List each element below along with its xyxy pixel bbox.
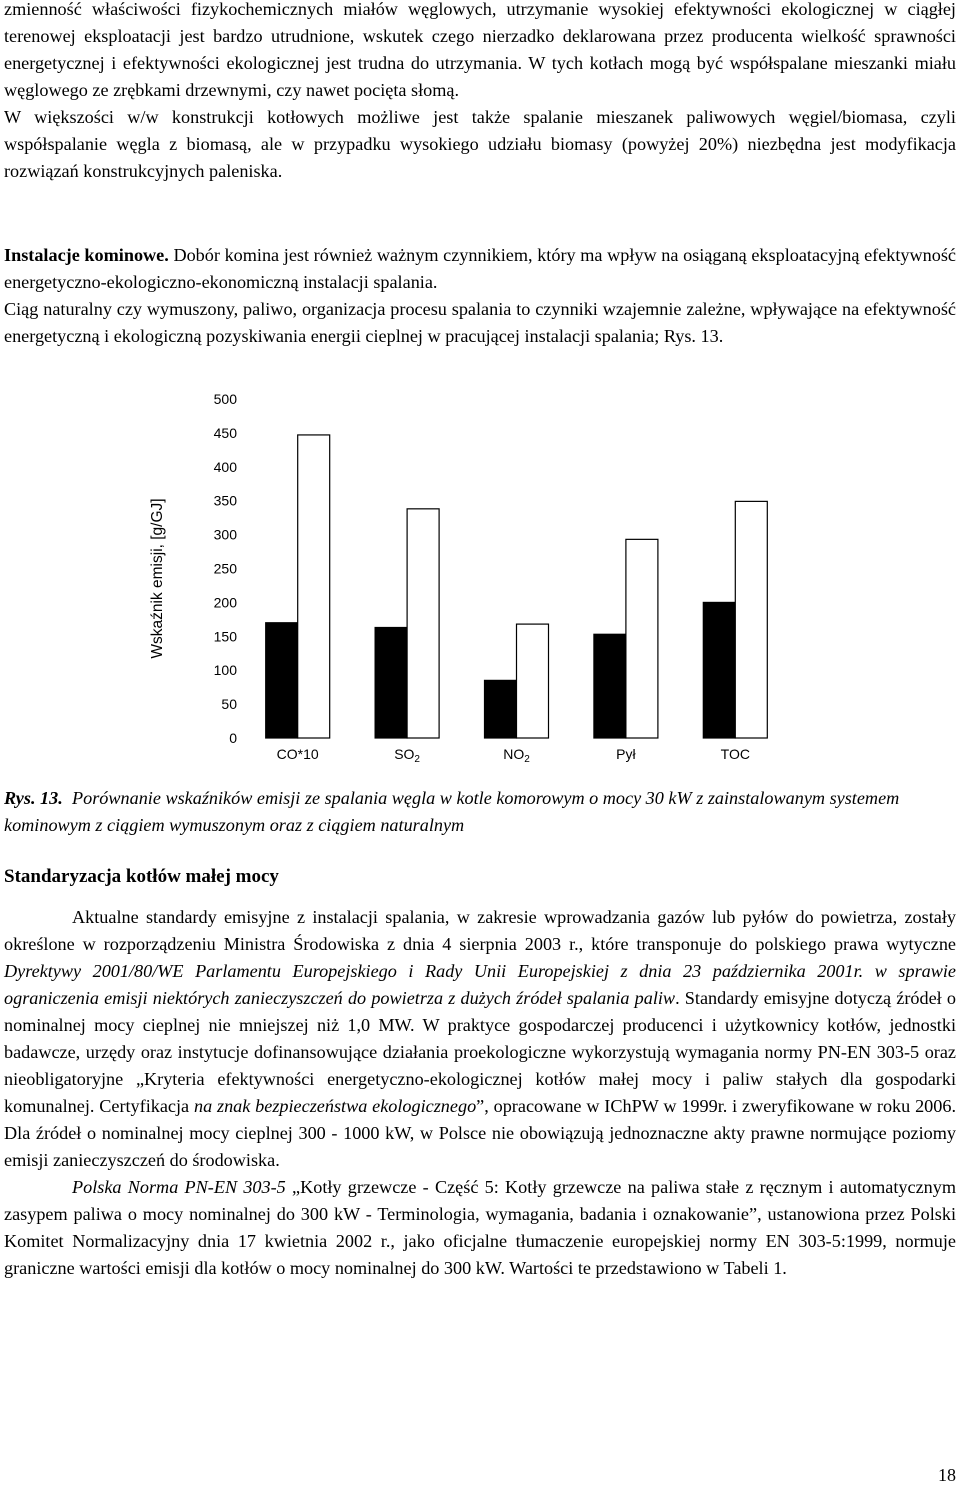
bar-forced-draft — [594, 634, 626, 738]
x-tick-label: Pył — [616, 746, 636, 762]
y-tick-label: 300 — [213, 526, 237, 543]
paragraph-text: . Standardy emisyjne dotyczą źródeł o nominalnej mocy cieplnej nie mniejszej niż 1,0 MW. W praktyce gospodarczej producenci i użytkownicy kotłów, jednostki badawcze, urzędy oraz instytucje dofinansowujące działania proekologiczne wykorzystują wymagania normy PN-EN 303-5 oraz nieobligatoryjne „Kryteria efektywności energetyczno-ekologicznej kotłów małej mocy i paliw stałych dla gospodarki komunalnej. Certyfikacja — [4, 988, 956, 1116]
page-number: 18 — [938, 1465, 956, 1485]
bar-forced-draft — [266, 623, 298, 738]
figure-caption-text: Porównanie wskaźników emisji ze spalania węgla w kotle komorowym o mocy 30 kW z zainstalowanym systemem kominowym z ciągiem wymuszonym oraz z ciągiem naturalnym — [4, 788, 900, 835]
section-heading: Standaryzacja kotłów małej mocy — [4, 866, 279, 887]
bar-natural-draft — [298, 435, 330, 738]
y-tick-label: 350 — [213, 492, 237, 509]
bar-forced-draft — [703, 602, 735, 738]
paragraph-lead-heading: Instalacje kominowe. — [4, 245, 169, 265]
y-tick-label: 150 — [213, 628, 237, 645]
y-tick-label: 200 — [213, 594, 237, 611]
paragraph-text: „Kotły grzewcze - Część 5: Kotły grzewcze na paliwa stałe z ręcznym i automatycznym zasypem paliwa o mocy nominalnej do 300 kW - Terminologia, wymagania, badania i oznakowanie”, ustanowiona przez Polski Komitet Normalizacyjny dnia 17 kwietnia 2002 r., jako oficjalne tłumaczenie europejskiej normy EN 303-5:1999, normuje graniczne wartości emisji dla kotłów o mocy nominalnej do 300 kW. Wartości te przedstawiono w Tabeli 1. — [4, 1177, 956, 1278]
bar-natural-draft — [735, 501, 767, 738]
y-tick-label: 400 — [213, 458, 237, 475]
paragraph-text: Ciąg naturalny czy wymuszony, paliwo, organizacja procesu spalania to czynniki wzajemnie zależne, wpływające na efektywność energetyczną i ekologiczną pozyskiwania energii cieplnej w pracującej instalacji spalania; Rys. 13. — [4, 299, 956, 346]
x-tick-label: $SO_2$ — [394, 746, 420, 765]
certification-title: na znak bezpieczeństwa ekologicznego — [193, 1096, 477, 1116]
y-tick-label: 100 — [213, 662, 237, 679]
figure-caption — [4, 785, 956, 839]
y-tick-label: 250 — [213, 560, 237, 577]
bar-forced-draft — [375, 627, 407, 738]
bar-natural-draft — [407, 509, 439, 738]
directive-title: Dyrektywy 2001/80/WE Parlamentu Europejskiego i Rady Unii Europejskiej z dnia 23 października 2001r. w sprawie ograniczenia emisji niektórych zanieczyszczeń do powietrza z dużych źródeł spalania paliw — [4, 961, 956, 1008]
x-tick-label: CO*10 — [276, 746, 319, 762]
y-axis-label: Wskaźnik emisji, [g/GJ] — [149, 498, 166, 659]
paragraph-chimney-installations — [4, 242, 956, 350]
paragraph-text: ”, opracowane w IChPW w 1999r. i zweryfikowane w roku 2006. Dla źródeł o nominalnej mocy cieplnej 300 - 1000 kW, w Polsce nie obowiązują jednoznaczne akty prawne normujące poziomy emisji zanieczyszczeń do środowiska. — [4, 1096, 957, 1170]
paragraph-text: W większości w/w konstrukcji kotłowych możliwe jest także spalanie mieszanek paliwowych węgiel/biomasa, czyli współspalanie węgla z biomasą, ale w przypadku wysokiego udziału biomasy (powyżej 20%) niezbędna jest modyfikacja rozwiązań konstrukcyjnych paleniska. — [4, 107, 956, 181]
y-tick-label: 500 — [213, 391, 237, 407]
y-tick-label: 0 — [229, 730, 237, 746]
y-tick-label: 450 — [213, 424, 237, 441]
x-tick-subscript: 2 — [414, 754, 420, 765]
y-tick-label: 50 — [221, 696, 237, 713]
paragraph-text: Dobór komina jest również ważnym czynnikiem, który ma wpływ na osiąganą eksploatacyjną efektywność energetyczno-ekologiczno-ekonomiczną instalacji spalania. — [4, 245, 956, 292]
paragraph-text: Aktualne standardy emisyjne z instalacji spalania, w zakresie wprowadzania gazów lub pyłów do powietrza, zostały określone w rozporządzeniu Ministra Środowiska z dnia 4 sierpnia 2003 r., które transponuje do polskiego prawa wytyczne — [4, 907, 956, 954]
x-tick-subscript: 2 — [524, 754, 530, 765]
x-tick-label: TOC — [720, 746, 750, 762]
figure-label: Rys. 13. — [4, 788, 63, 808]
x-tick-label: $NO_2$ — [503, 746, 530, 765]
bar-natural-draft — [626, 539, 658, 738]
standard-name: Polska Norma PN-EN 303-5 — [72, 1177, 286, 1197]
paragraph-boiler-fuels — [4, 0, 956, 185]
paragraph-text: zmienność właściwości fizykochemicznych miałów węglowych, utrzymanie wysokiej efektywności ekologicznej w ciągłej terenowej eksploatacji jest bardzo utrudnione, wskutek czego nierzadko deklarowana przez producenta wielkość sprawności energetycznej i efektywności ekologicznej jest trudna do utrzymania. W tych kotłach mogą być współspalane mieszanki miału węglowego ze zrębkami drzewnymi, czy nawet pocięta słomą. — [4, 0, 956, 100]
bar-natural-draft — [517, 624, 549, 738]
emission-bar-chart — [140, 385, 800, 775]
paragraph-emission-standards — [4, 904, 956, 1282]
bar-forced-draft — [485, 680, 517, 738]
